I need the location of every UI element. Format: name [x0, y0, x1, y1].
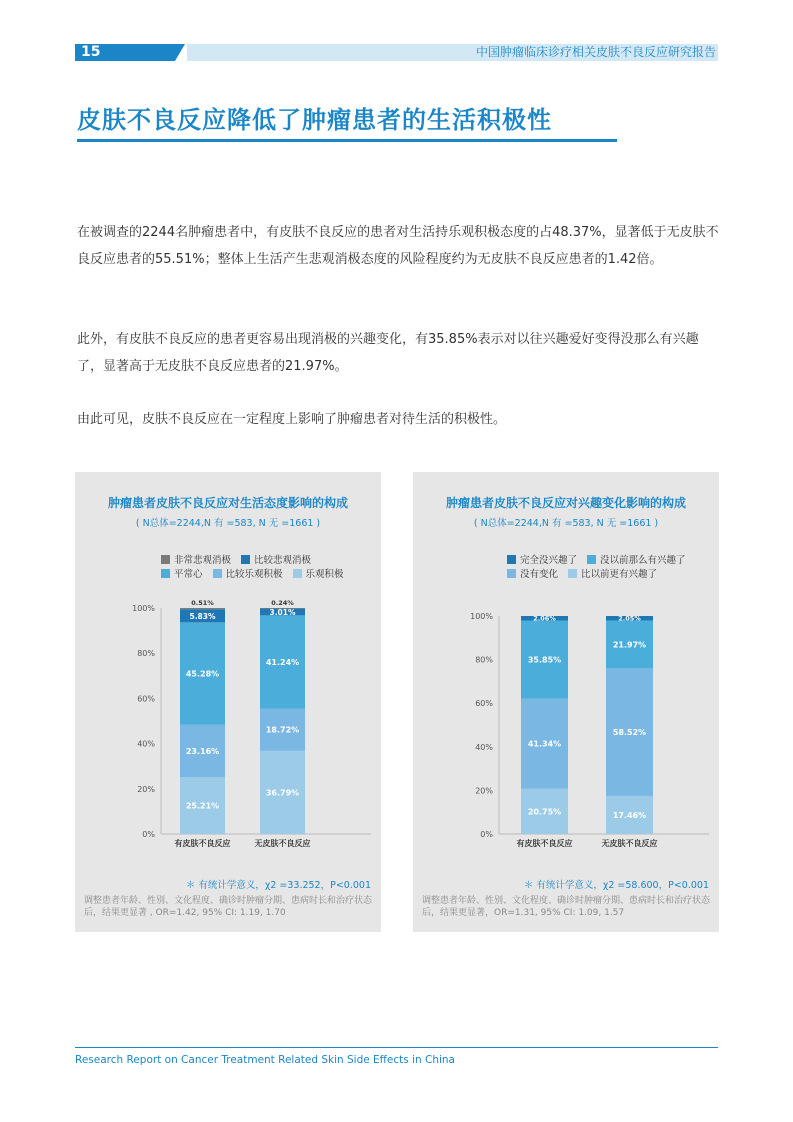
data-label: 45.28% — [185, 669, 220, 679]
paragraph-2: 此外，有皮肤不良反应的患者更容易出现消极的兴趣变化，有35.85%表示对以往兴趣爱好变得没那么有兴趣了，显著高于无皮肤不良反应患者的21.97%。 — [77, 332, 699, 374]
footer-text: Research Report on Cancer Treatment Related Skin Side Effects in China — [75, 1054, 455, 1066]
y-tick-label: 40% — [475, 742, 493, 752]
chart-panel-interest-change — [413, 472, 719, 932]
data-label: 17.46% — [612, 810, 647, 820]
category-label: 无皮肤不良反应 — [254, 839, 311, 848]
header-bar — [75, 44, 718, 61]
y-tick-label: 40% — [137, 739, 155, 749]
y-tick-label: 100% — [132, 604, 155, 613]
data-label: 41.34% — [527, 739, 562, 749]
data-label: 21.97% — [612, 640, 647, 650]
page-number-notch — [175, 44, 185, 61]
legend-label: 比以前更有兴趣了 — [581, 569, 658, 580]
adjust-note: 调整患者年龄、性别、文化程度、确诊时肿瘤分期、患病时长和治疗状态后，结果更显著，OR=1.31, 95% CI: 1.09, 1.57 — [422, 896, 711, 918]
chart-panel-life-attitude — [75, 472, 381, 932]
data-label: 41.24% — [265, 657, 300, 667]
data-label: 20.75% — [527, 807, 562, 817]
data-label: 35.85% — [527, 655, 562, 665]
legend-label: 非常悲观消极 — [174, 555, 232, 566]
bar-segment — [260, 608, 305, 609]
chart-title: 肿瘤患者皮肤不良反应对兴趣变化影响的构成 — [445, 496, 686, 510]
y-tick-label: 60% — [137, 694, 155, 704]
data-label: 5.83% — [189, 611, 216, 621]
footer-rule — [75, 1047, 718, 1048]
y-tick-label: 20% — [475, 786, 493, 796]
data-label: 3.01% — [269, 607, 296, 617]
chart-subtitle: ( N总体=2244,N 有 =583, N 无 =1661 ) — [135, 518, 321, 529]
chart-title: 肿瘤患者皮肤不良反应对生活态度影响的构成 — [107, 496, 348, 510]
legend-label: 没有变化 — [520, 569, 559, 580]
chart-subtitle: ( N总体=2244,N 有 =583, N 无 =1661 ) — [473, 518, 659, 529]
stat-note: ＊ 有统计学意义，χ2 =58.600，P<0.001 — [523, 880, 709, 891]
data-label: 23.16% — [185, 746, 220, 756]
data-label: 0.24% — [271, 599, 294, 607]
y-tick-label: 0% — [142, 830, 155, 839]
legend-label: 完全没兴趣了 — [520, 555, 578, 566]
data-label: 2.05% — [618, 614, 641, 623]
category-label: 有皮肤不良反应 — [174, 839, 231, 848]
legend-label: 比较乐观积极 — [225, 569, 283, 580]
y-tick-label: 20% — [137, 784, 155, 794]
report-title: 中国肿瘤临床诊疗相关皮肤不良反应研究报告 — [475, 45, 716, 59]
y-tick-label: 100% — [470, 612, 493, 621]
paragraph-3: 由此可见，皮肤不良反应在一定程度上影响了肿瘤患者对待生活的积极性。 — [77, 412, 507, 427]
data-label: 25.21% — [185, 801, 220, 811]
category-label: 无皮肤不良反应 — [601, 839, 658, 848]
paragraph-1: 在被调查的2244名肿瘤患者中，有皮肤不良反应的患者对生活持乐观积极态度的占48.37%，显著低于无皮肤不良反应患者的55.51%；整体上生活产生悲观消极态度的风险程度约为无皮肤不良反应患者的1.42倍。 — [77, 225, 719, 267]
page-title: 皮肤不良反应降低了肿瘤患者的生活积极性 — [77, 106, 552, 134]
data-label: 36.79% — [265, 788, 300, 798]
y-tick-label: 0% — [480, 830, 493, 839]
data-label: 58.52% — [612, 728, 647, 738]
y-tick-label: 60% — [475, 699, 493, 709]
y-tick-label: 80% — [475, 655, 493, 665]
data-label: 2.06% — [533, 614, 556, 623]
data-label: 18.72% — [265, 725, 300, 735]
stacked-bar-chart-life-attitude — [75, 472, 381, 872]
category-label: 有皮肤不良反应 — [516, 839, 573, 848]
stat-note: ＊ 有统计学意义，χ2 =33.252，P<0.001 — [185, 880, 371, 891]
stacked-bar-chart-interest-change — [413, 472, 719, 872]
y-tick-label: 80% — [137, 649, 155, 659]
legend-label: 比较悲观消极 — [254, 555, 312, 566]
data-label: 0.51% — [191, 599, 214, 608]
bar-segment — [180, 608, 225, 609]
page-number: 15 — [81, 44, 101, 60]
legend-label: 没以前那么有兴趣了 — [600, 555, 686, 566]
adjust-note: 调整患者年龄、性别、文化程度、确诊时肿瘤分期、患病时长和治疗状态后，结果更显著 , OR=1.42, 95% CI: 1.19, 1.70 — [84, 896, 373, 918]
legend-label: 乐观积极 — [305, 569, 344, 580]
legend-label: 平常心 — [174, 569, 203, 580]
title-underline — [77, 139, 617, 142]
